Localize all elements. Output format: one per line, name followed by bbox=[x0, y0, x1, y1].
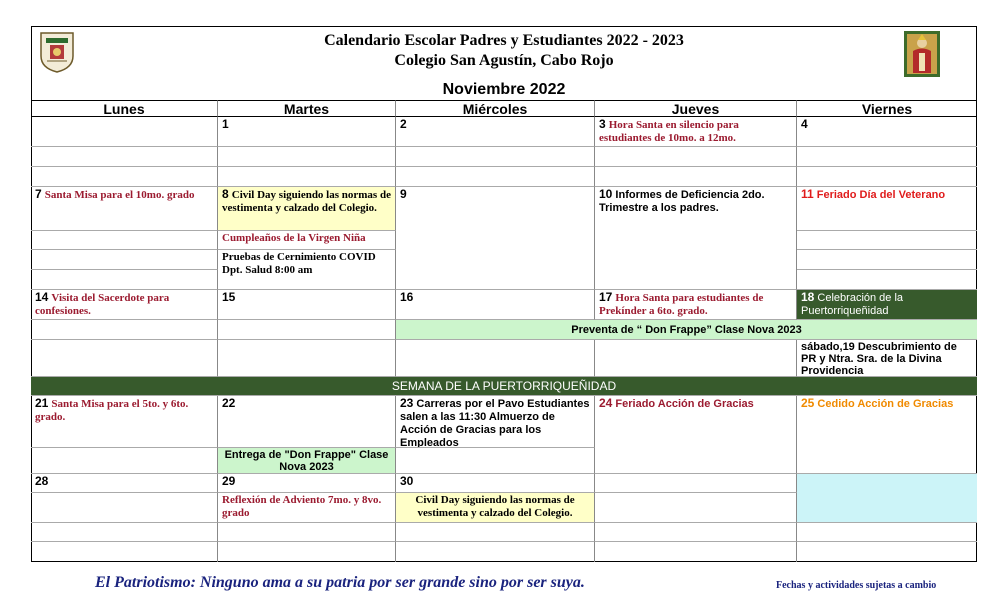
day-cell-empty-highlight bbox=[797, 474, 977, 523]
day-cell-8 bbox=[218, 187, 396, 231]
day-cell-empty bbox=[218, 167, 396, 187]
day-cell-25 bbox=[797, 396, 977, 474]
day-number: 29 bbox=[222, 474, 236, 488]
day-cell-17 bbox=[595, 290, 797, 320]
event-entrega-don-frappe: Entrega de "Don Frappe" Clase Nova 2023 bbox=[218, 448, 396, 474]
day-cell-empty bbox=[31, 117, 218, 147]
day-number: 22 bbox=[222, 396, 236, 410]
day-cell-empty bbox=[31, 448, 218, 474]
day-cell-18 bbox=[797, 290, 977, 320]
day-number: 28 bbox=[35, 474, 49, 488]
event-pruebas-covid: Pruebas de Cernimiento COVID Dpt. Salud 8:00 am bbox=[222, 251, 376, 276]
event-cedido-accion-gracias: Cedido Acción de Gracias bbox=[817, 398, 954, 410]
day-number: 14 bbox=[35, 290, 49, 304]
day-cell-empty bbox=[396, 340, 595, 377]
day-cell-empty bbox=[396, 167, 595, 187]
day-cell-empty bbox=[797, 250, 977, 270]
calendar-header bbox=[31, 26, 977, 99]
event-hora-santa-prekinder: Hora Santa para estudiantes de Prekínder a 6to. grado. bbox=[599, 292, 764, 317]
day-cell-empty bbox=[595, 340, 797, 377]
event-cell bbox=[218, 250, 396, 290]
day-cell-30 bbox=[396, 474, 595, 493]
event-civil-day-30: Civil Day siguiendo las normas de vestimenta y calzado del Colegio. bbox=[396, 493, 595, 523]
day-cell-empty bbox=[797, 542, 977, 562]
calendar-title: Calendario Escolar Padres y Estudiantes 2022 - 2023 bbox=[324, 32, 684, 49]
day-number: 1 bbox=[222, 117, 229, 131]
day-cell-empty bbox=[396, 542, 595, 562]
event-feriado-veterano: Feriado Día del Veterano bbox=[816, 189, 946, 201]
day-cell-empty bbox=[595, 474, 797, 493]
day-number: 21 bbox=[35, 396, 49, 410]
day-cell-empty bbox=[396, 147, 595, 167]
event-civil-day: Civil Day siguiendo las normas de vestimenta y calzado del Colegio. bbox=[222, 189, 391, 214]
weekday-header-friday: Viernes bbox=[797, 100, 977, 117]
event-carreras-pavo: Carreras por el Pavo Estudiantes salen a las 11:30 Almuerzo de Acción de Gracias para los Empleados bbox=[400, 398, 590, 448]
day-cell-empty bbox=[31, 542, 218, 562]
day-number: 3 bbox=[599, 117, 606, 131]
day-cell-1 bbox=[218, 117, 396, 147]
event-descubrimiento-pr: sábado,19 Descubrimiento de PR y Ntra. Sra. de la Divina Providencia bbox=[797, 340, 977, 377]
day-cell-empty bbox=[31, 250, 218, 270]
day-cell-empty bbox=[797, 147, 977, 167]
day-cell-empty bbox=[396, 523, 595, 542]
day-number: 2 bbox=[400, 117, 407, 131]
day-cell-24 bbox=[595, 396, 797, 474]
weekday-header-tuesday: Martes bbox=[218, 100, 396, 117]
school-name: Colegio San Agustín, Cabo Rojo bbox=[394, 52, 614, 69]
day-cell-empty bbox=[797, 523, 977, 542]
weekday-header-thursday: Jueves bbox=[595, 100, 797, 117]
day-cell-empty bbox=[595, 542, 797, 562]
day-cell-empty bbox=[31, 231, 218, 250]
day-cell-empty bbox=[595, 147, 797, 167]
day-number: 24 bbox=[599, 396, 613, 410]
event-informes-deficiencia: Informes de Deficiencia 2do. Trimestre a los padres. bbox=[599, 189, 765, 214]
day-cell-16 bbox=[396, 290, 595, 320]
day-cell-3 bbox=[595, 117, 797, 147]
day-cell-22 bbox=[218, 396, 396, 448]
event-cell bbox=[218, 493, 396, 523]
day-cell-empty bbox=[31, 523, 218, 542]
day-cell-15 bbox=[218, 290, 396, 320]
day-cell-empty bbox=[218, 147, 396, 167]
day-cell-empty bbox=[595, 523, 797, 542]
day-cell-21 bbox=[31, 396, 218, 448]
day-number: 23 bbox=[400, 396, 414, 410]
event-santa-misa-10mo: Santa Misa para el 10mo. grado bbox=[44, 189, 195, 201]
day-cell-empty bbox=[31, 167, 218, 187]
day-cell-29 bbox=[218, 474, 396, 493]
patriotism-quote: El Patriotismo: Ninguno ama a su patria por ser grande sino por ser suya. bbox=[95, 574, 585, 591]
day-cell-empty bbox=[31, 320, 218, 340]
day-cell-10 bbox=[595, 187, 797, 290]
event-santa-misa-5to-6to: Santa Misa para el 5to. y 6to. grado. bbox=[35, 398, 189, 423]
event-cell bbox=[218, 231, 396, 250]
day-cell-empty bbox=[797, 231, 977, 250]
day-cell-empty bbox=[31, 493, 218, 523]
day-number: 8 bbox=[222, 187, 229, 201]
day-number: 4 bbox=[801, 117, 808, 131]
day-number: 30 bbox=[400, 474, 414, 488]
event-celebracion-puertorriquenidad: Celebración de la Puertorriqueñidad bbox=[801, 292, 904, 317]
day-cell-23 bbox=[396, 396, 595, 448]
weekday-header-monday: Lunes bbox=[31, 100, 218, 117]
day-cell-11 bbox=[797, 187, 977, 231]
semana-puertorriquenidad-banner: SEMANA DE LA PUERTORRIQUEÑIDAD bbox=[31, 377, 977, 396]
event-feriado-accion-gracias: Feriado Acción de Gracias bbox=[615, 398, 754, 410]
month-title: Noviembre 2022 bbox=[442, 81, 566, 98]
day-cell-empty bbox=[31, 270, 218, 290]
day-number: 10 bbox=[599, 187, 613, 201]
day-cell-empty bbox=[218, 523, 396, 542]
day-cell-2 bbox=[396, 117, 595, 147]
day-cell-empty bbox=[31, 340, 218, 377]
day-cell-empty bbox=[396, 448, 595, 474]
event-cumpleanos-virgen: Cumpleaños de la Virgen Niña bbox=[222, 232, 366, 244]
day-cell-empty bbox=[797, 270, 977, 290]
day-cell-empty bbox=[595, 167, 797, 187]
day-cell-empty bbox=[797, 167, 977, 187]
day-cell-9 bbox=[396, 187, 595, 290]
saint-augustine-image bbox=[904, 31, 940, 77]
day-cell-empty bbox=[218, 340, 396, 377]
day-cell-empty bbox=[218, 320, 396, 340]
disclaimer-note: Fechas y actividades sujetas a cambio bbox=[776, 580, 937, 591]
day-number: 15 bbox=[222, 290, 236, 304]
day-cell-empty bbox=[595, 493, 797, 523]
day-cell-28 bbox=[31, 474, 218, 493]
day-number: 7 bbox=[35, 187, 42, 201]
event-hora-santa-silencio: Hora Santa en silencio para estudiantes de 10mo. a 12mo. bbox=[599, 119, 739, 144]
day-cell-4 bbox=[797, 117, 977, 147]
day-number: 11 bbox=[801, 187, 814, 201]
event-reflexion-adviento: Reflexión de Adviento 7mo. y 8vo. grado bbox=[222, 494, 382, 519]
day-cell-empty bbox=[218, 542, 396, 562]
weekday-header-wednesday: Miércoles bbox=[396, 100, 595, 117]
day-number: 25 bbox=[801, 396, 815, 410]
day-number: 16 bbox=[400, 290, 414, 304]
day-number: 17 bbox=[599, 290, 613, 304]
day-cell-14 bbox=[31, 290, 218, 320]
event-banner-preventa-don-frappe: Preventa de “ Don Frappe” Clase Nova 2023 bbox=[396, 320, 977, 340]
day-cell-7 bbox=[31, 187, 218, 231]
event-visita-sacerdote: Visita del Sacerdote para confesiones. bbox=[35, 292, 170, 317]
day-cell-empty bbox=[31, 147, 218, 167]
day-number: 18 bbox=[801, 290, 815, 304]
day-number: 9 bbox=[400, 187, 407, 201]
